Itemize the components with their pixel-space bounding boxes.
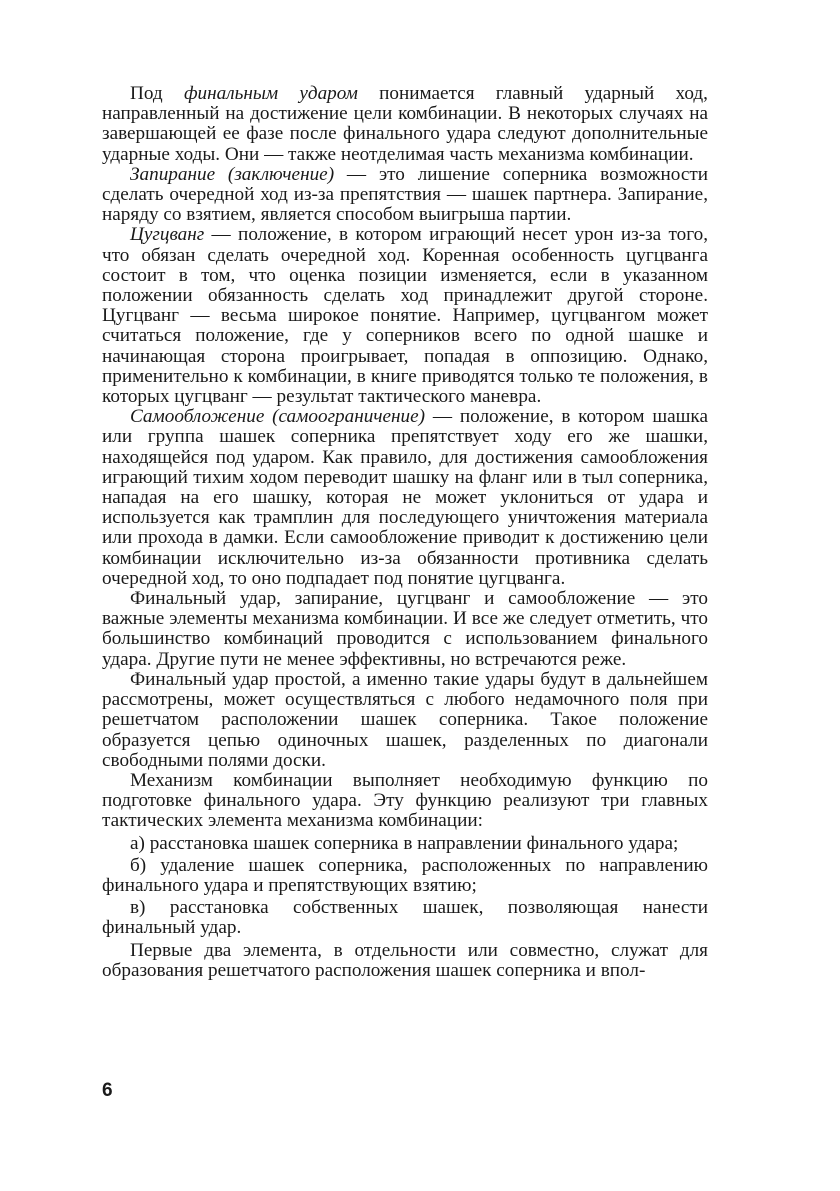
list-item-b: б) удаление шашек соперника, расположенных по направлению финального удара и препятствующих взятию; (102, 854, 708, 896)
list-item-c: в) расстановка собственных шашек, позволяющая нанести финальный удар. (102, 897, 708, 939)
paragraph-simple-strike: Финальный удар простой, а именно такие удары будут в дальнейшем рассмотрены, может осуществляться с любого недамочного поля при решетчатом расположении шашек соперника. Такое положение образуется цепью одиночных шашек, разделенных по диагонали свободными полями доски. (102, 668, 708, 771)
paragraph-mechanism: Механизм комбинации выполняет необходимую функцию по подготовке финального удара. Эту функцию реализуют три главных тактических элемента механизма комбинации: (102, 769, 708, 832)
paragraph-elements-summary: Финальный удар, запирание, цугцванг и самообложение — это важные элементы механизма комбинации. И все же следует отметить, что большинство комбинаций проводится с использованием финального удара. Другие пути не менее эффективны, но встречаются реже. (102, 588, 708, 670)
paragraph-lead: Под (130, 83, 184, 104)
term-self-blocking: Самообложение (самоограничение) (130, 406, 426, 428)
paragraph-body: — положение, в котором играющий несет урон из-за того, что обязан сделать очередной ход. Коренная особенность цугцванга состоит в том, что оценка позиции изменяется, если в указанном положении обязанность сделать ход принадлежит другой стороне. Цугцванг — весьма широкое понятие. Например, цугцвангом может считаться положение, где у соперников всего по одной шашке и начинающая сторона проигрывает, попадая в оппозицию. Однако, применительно к комбинации, в книге приводятся только те положения, в которых цугцванг — результат тактического маневра. (102, 224, 708, 408)
paragraph-zugzwang (102, 225, 708, 407)
paragraph-body: понимается главный ударный ход, направленный на достижение цели комбинации. В некоторых случаях на завершающей ее фазе после финального удара следуют дополнительные ударные ходы. Они — также неотделимая часть механизма комбинации. (102, 83, 708, 165)
page-text-column (102, 84, 708, 981)
page-number: 6 (102, 1080, 113, 1101)
paragraph-continuation: Первые два элемента, в отдельности или совместно, служат для образования решетчатого расположения шашек соперника и впол- (102, 939, 708, 981)
term-final-strike: финальным ударом (183, 83, 358, 104)
term-blocking: Запирание (заключение) (130, 163, 335, 185)
paragraph-blocking (102, 165, 708, 226)
paragraph-self-blocking (102, 407, 708, 589)
term-zugzwang: Цугцванг (130, 224, 205, 246)
paragraph-body: — это лишение соперника возможности сделать очередной ход из-за препятствия — шашек партнера. Запирание, наряду со взятием, является способом выигрыша партии. (102, 163, 708, 226)
paragraph-final-strike (102, 84, 708, 165)
paragraph-body: — положение, в котором шашка или группа шашек соперника препятствует ходу его же шашки, находящейся под ударом. Как правило, для достижения самообложения играющий тихим ходом переводит шашку на фланг или в тыл соперника, нападая на его шашку, которая не может уклониться от удара и используется как трамплин для последующего уничтожения материала или прохода в дамки. Если самообложение приводит к достижению цели комбинации исключительно из-за обязанности противника сделать очередной ход, то оно подпадает под понятие цугцванга. (102, 406, 708, 589)
list-item-a: а) расстановка шашек соперника в направлении финального удара; (130, 832, 679, 854)
